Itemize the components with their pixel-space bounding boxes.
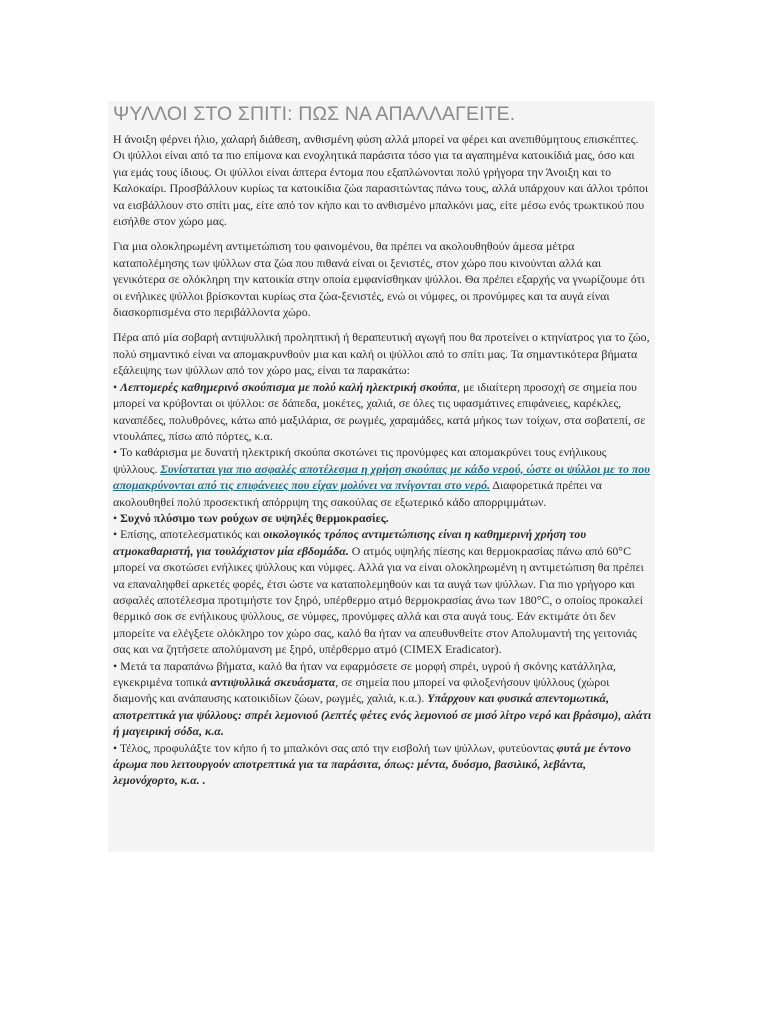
steps-intro-paragraph: Πέρα από μία σοβαρή αντιψυλλική προληπτική ή θεραπευτική αγωγή που θα προτείνει ο κτηνίατρος για το ζώο, πολύ σημαντικό είναι να απομακρυνθούν μια και καλή οι ψύλλοι από το σπίτι μας. Τα σημαντικότερα βήματα εξάλειψης των ψύλλων από τον χώρο μας, είναι τα παρακάτω:: [113, 330, 650, 378]
bullet-vacuum-water: [113, 444, 652, 510]
bullet-marker: •: [113, 510, 121, 525]
bullet-marker: •: [113, 740, 120, 755]
bullet-vacuum-text: , με ιδιαίτερη προσοχή σε σημεία που μπορεί να κρύβονται οι ψύλλοι: σε δάπεδα, μοκέτες, χαλιά, σε όλες τις υφασμάτινες επιφάνειες, καρέκλες, καναπέδες, πολυθρόνες, κάτω από μαξιλάρια, σε ρωγμές, χαραμάδες, κατά μήκος των τοίχων, στα σοβατεπί, σε ντουλάπες, πίσω από πόρτες, κ.α.: [113, 379, 646, 443]
bullet-marker: •: [113, 527, 121, 542]
bullet-garden: [113, 740, 652, 789]
bullet-steam-bold: οικολογικός τρόπος αντιμετώπισης είναι η καθημερινή χρήση του ατμοκαθαριστή, για τουλάχιστον μία εβδομάδα.: [113, 527, 587, 558]
bullet-vacuum-water-text: Το καθάρισμα με δυνατή ηλεκτρική σκούπα σκοτώνει τις προνύμφες και απομακρύνει τους ενήλικους ψύλλους.: [113, 445, 607, 476]
bullet-insecticides-bold: αντιψυλλικά σκευάσματα: [210, 675, 336, 689]
bullet-marker: •: [113, 445, 120, 460]
bullet-insecticides-text-2: , σε σημεία που μπορεί να φιλοξενήσουν ψύλλους (χώροι διαμονής και ανάπαυσης κατοικιδίων ζώων, ρωγμές, χαλιά, κ.α.).: [113, 675, 610, 706]
bullet-steam-text-2: Ο ατμός υψηλής πίεσης και θερμοκρασίας πάνω από 60°C μπορεί να σκοτώσει ενήλικες ψύλλους και νύμφες. Αλλά για να είναι ολοκληρωμένη η αντιμετώπιση θα πρέπει να επαναληφθεί αρκετές φορές, έτσι ώστε να καταπολεμηθούν και τα αυγά των ψύλλων. Για πιο γρήγορο και ασφαλές αποτέλεσμα προτιμήστε τον ξηρό, υπέρθερμο ατμό θερμοκρασίας άνω των 180°C, ο οποίος προκαλεί θερμικό σοκ σε ενήλικους ψύλλους, σε νύμφες, προνύμφες αλλά και στα αυγά τους. Εάν εκτιμάτε ότι δεν μπορείτε να ελέγξετε ολόκληρο τον χώρο σας, καλό θα ήταν να απευθυνθείτε στον Απολυμαντή της γειτονιάς σας και να ζητήσετε απολύμανση με ξηρό, υπέρθερμο ατμό (CIMEX Eradicator).: [113, 543, 644, 657]
bullet-vacuum-water-text-2: Διαφορετικά πρέπει να ακολουθηθεί πολύ προσεκτική απόρριψη της σακούλας σε εξωτερικό κάδο απορριμμάτων.: [113, 478, 602, 509]
treatment-paragraph: Για μια ολοκληρωμένη αντιμετώπιση του φαινομένου, θα πρέπει να ακολουθηθούν άμεσα μέτρα καταπολέμησης των ψύλλων στα ζώα που πιθανά είναι οι ξενιστές, στον χώρο που κινούνται αλλά και γενικότερα σε ολόκληρη την κατοικία στην οποία εμφανίσθηκαν ψύλλοι. Θα πρέπει εξαρχής να γνωρίζουμε ότι οι ενήλικες ψύλλοι βρίσκονται κυρίως στα ζώα-ξενιστές, ενώ οι νύμφες, οι προνύμφες και τα αυγά είναι διασκορπισμένα στο περιβάλλοντα χώρο.: [113, 239, 645, 320]
bullet-washing-bold: Συχνό πλύσιμο των ρούχων σε υψηλές θερμοκρασίες.: [120, 510, 389, 525]
article-title: ΨΥΛΛΟΙ ΣΤΟ ΣΠΙΤΙ: ΠΩΣ ΝΑ ΑΠΑΛΛΑΓΕΙΤΕ.: [113, 103, 516, 125]
bullet-insecticides-text: Μετά τα παραπάνω βήματα, καλό θα ήταν να εφαρμόσετε σε μορφή σπρέι, υγρού ή σκόνης κατάλληλα, εγκεκριμένα τοπικά: [113, 658, 616, 689]
bullet-steam-text: Επίσης, αποτελεσματικός και: [120, 527, 264, 542]
bullet-natural-repellents-bold: Υπάρχουν και φυσικά απεντομωτικά, αποτρεπτικά για ψύλλους: σπρέι λεμονιού (λεπτές φέτες ενός λεμονιού σε μισό λίτρο νερό και βράσιμο), αλάτι ή μαγειρική σόδα, κ.α.: [113, 691, 652, 739]
water-vacuum-link[interactable]: Συνίσταται για πιο ασφαλές αποτέλεσμα η χρήση σκούπας με κάδο νερού, ώστε οι ψύλλοι με το που απομακρύνονται από τις επιφάνειες που είχαν μολύνει να πνίγονται στο νερό.: [113, 461, 650, 493]
bullet-insecticides: [113, 658, 652, 740]
bullet-washing: [113, 510, 652, 526]
bullet-garden-bold: φυτά με έντονο άρωμα που λειτουργούν αποτρεπτικά για τα παράσιτα, όπως: μέντα, δυόσμο, βασιλικό, λεβάντα, λεμονόχορτο, κ.α. .: [113, 740, 631, 788]
intro-paragraph: Η άνοιξη φέρνει ήλιο, χαλαρή διάθεση, ανθισμένη φύση αλλά μπορεί να φέρει και ανεπιθύμητους επισκέπτες. Οι ψύλλοι είναι από τα πιο επίμονα και ενοχλητικά παράσιτα τόσο για τα αγαπημένα κατοικίδιά μας, όσο και για εμάς τους ίδιους. Οι ψύλλοι είναι άπτερα έντομα που εξαπλώνονται πολύ γρήγορα την Άνοιξη και το Καλοκαίρι. Προσβάλλουν κυρίως τα κατοικίδια ζώα παρασιτώντας πάνω τους, αλλά υπάρχουν και άλλοι τρόποι να εισβάλλουν στο σπίτι μας, είτε από τον κήπο και το ανθισμένο μπαλκόνι μας, είτε μέσω ενός τρωκτικού που εισήλθε στον χώρο μας.: [113, 132, 649, 229]
article-container: [108, 101, 655, 852]
bullet-vacuum: [113, 379, 652, 445]
bullet-marker: •: [113, 658, 121, 673]
bullet-steam: [113, 526, 652, 657]
bullet-garden-text: Τέλος, προφυλάξτε τον κήπο ή το μπαλκόνι σας από την εισβολή των ψύλλων, φυτεύοντας: [119, 740, 557, 755]
bullet-vacuum-bold: Λεπτομερές καθημερινό σκούπισμα με πολύ καλή ηλεκτρική σκούπα: [120, 379, 457, 394]
bullet-marker: •: [113, 379, 121, 394]
